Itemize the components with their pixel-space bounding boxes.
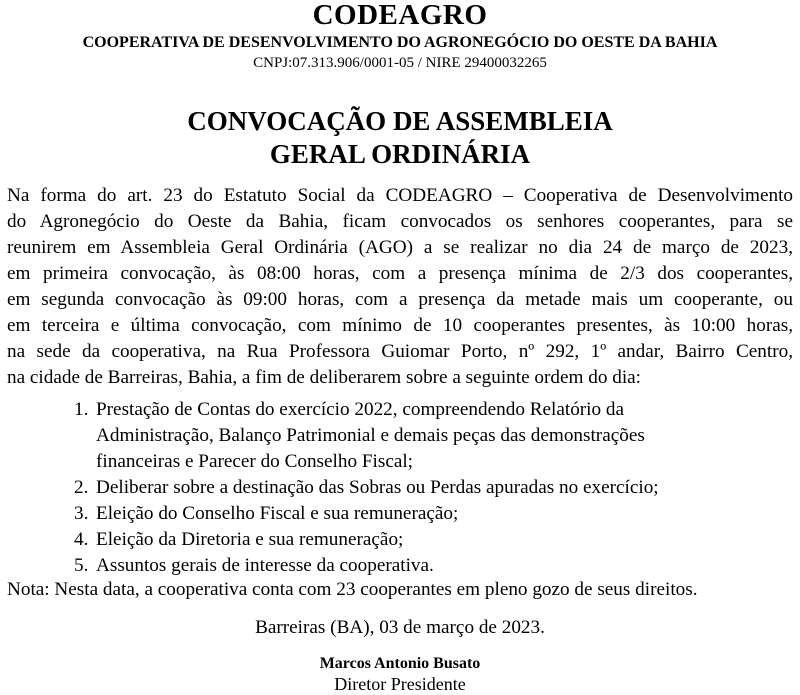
place-and-date: Barreiras (BA), 03 de março de 2023. bbox=[255, 617, 545, 638]
paragraph-line: em terceira e última convocação, com mínimo de 10 cooperantes presentes, às 10:00 horas, bbox=[7, 315, 793, 336]
agenda-item-number: 3. bbox=[74, 503, 89, 524]
paragraph-line: em primeira convocação, às 08:00 horas, com a presença mínima de 2/3 dos cooperantes, bbox=[7, 263, 793, 284]
paragraph-line: em segunda convocação às 09:00 horas, com a presença da metade mais um cooperante, ou bbox=[7, 289, 793, 310]
organization-full-name: COOPERATIVA DE DESENVOLVIMENTO DO AGRONEGÓCIO DO OESTE DA BAHIA bbox=[82, 34, 718, 51]
agenda-list bbox=[74, 397, 734, 579]
paragraph-line: do Agronegócio do Oeste da Bahia, ficam convocados os senhores cooperantes, para se bbox=[7, 211, 793, 232]
document-title bbox=[0, 105, 800, 171]
note-text: Nota: Nesta data, a cooperativa conta com 23 cooperantes em pleno gozo de seus direitos. bbox=[7, 579, 698, 600]
document-title-line-1: CONVOCAÇÃO DE ASSEMBLEIA bbox=[187, 106, 613, 136]
signatory-name: Marcos Antonio Busato bbox=[319, 655, 481, 672]
document-title-line-2: GERAL ORDINÁRIA bbox=[269, 139, 531, 169]
signatory-role: Diretor Presidente bbox=[334, 674, 466, 694]
paragraph-line: na sede da cooperativa, na Rua Professora Guiomar Porto, nº 292, 1º andar, Bairro Centro, bbox=[7, 341, 793, 362]
paragraph-line: na cidade de Barreiras, Bahia, a fim de deliberarem sobre a seguinte ordem do dia: bbox=[7, 367, 641, 388]
agenda-item-number: 4. bbox=[74, 529, 89, 550]
agenda-item-line: Administração, Balanço Patrimonial e demais peças das demonstrações bbox=[96, 425, 645, 446]
agenda-item-line: Assuntos gerais de interesse da cooperativa. bbox=[96, 555, 434, 576]
organization-registration: CNPJ:07.313.906/0001-05 / NIRE 29400032265 bbox=[253, 55, 547, 71]
paragraph-line: reunirem em Assembleia Geral Ordinária (AGO) a se realizar no dia 24 de março de 2023, bbox=[7, 237, 793, 258]
agenda-item bbox=[74, 501, 734, 527]
convocation-paragraph bbox=[7, 183, 793, 391]
organization-short-name: CODEAGRO bbox=[312, 0, 488, 31]
agenda-item-line: Deliberar sobre a destinação das Sobras ou Perdas apuradas no exercício; bbox=[96, 477, 659, 498]
agenda-item-line: Eleição da Diretoria e sua remuneração; bbox=[96, 529, 404, 550]
agenda-item-number: 2. bbox=[74, 477, 89, 498]
agenda-item-number: 5. bbox=[74, 555, 89, 576]
agenda-item bbox=[74, 553, 734, 579]
agenda-item bbox=[74, 475, 734, 501]
agenda-item-number: 1. bbox=[74, 399, 89, 420]
agenda-item bbox=[74, 397, 734, 475]
agenda-item bbox=[74, 527, 734, 553]
paragraph-line: Na forma do art. 23 do Estatuto Social da CODEAGRO – Cooperativa de Desenvolvimento bbox=[7, 185, 793, 206]
agenda-item-line: Prestação de Contas do exercício 2022, compreendendo Relatório da bbox=[96, 399, 625, 420]
agenda-item-line: Eleição do Conselho Fiscal e sua remuneração; bbox=[96, 503, 459, 524]
agenda-item-line: financeiras e Parecer do Conselho Fiscal; bbox=[96, 451, 414, 472]
